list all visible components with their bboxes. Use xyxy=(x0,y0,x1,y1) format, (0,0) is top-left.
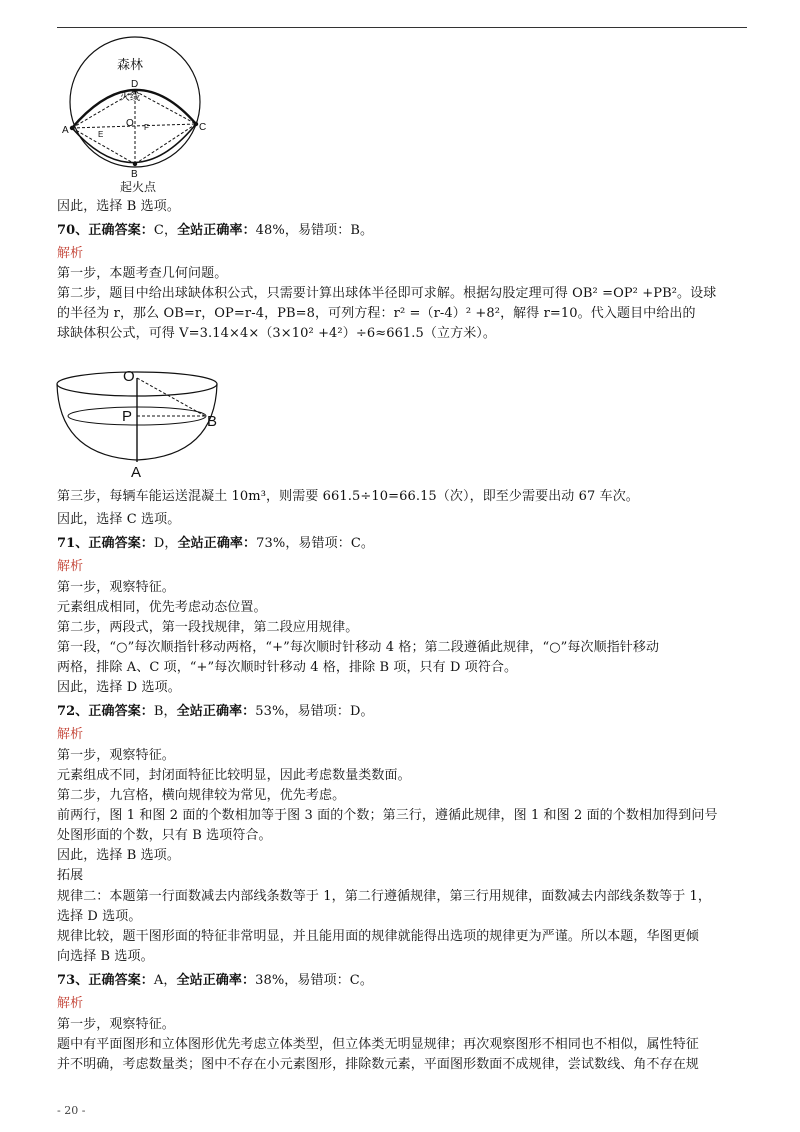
point-b: B xyxy=(207,413,218,430)
text-line: 前两行，图 1 和图 2 面的个数相加等于图 3 面的个数；第三行，遵循此规律，图 1 和图 2 面的个数相加得到问号 xyxy=(57,808,718,823)
text-line: 因此，选择 B 选项。 xyxy=(57,848,180,863)
text-line: 选择 D 选项。 xyxy=(57,909,142,924)
text-line: 第一段，“○”每次顺指针移动两格，“+”每次顺时针移动 4 格；第二段遵循此规律，“○”每次顺指针移动 xyxy=(57,640,660,655)
answer-heading xyxy=(57,702,751,722)
text-line: 第二步，题目中给出球缺体积公式，只需要计算出球体半径即可求解。根据勾股定理可得 OB² =OP² +PB²。设球 xyxy=(57,286,717,301)
text-line: 规律比较，题干图形面的特征非常明显，并且能用面的规律就能得出选项的规律更为严谨。所以本题，华图更倾 xyxy=(57,929,699,944)
text-line: 向选择 B 选项。 xyxy=(57,949,154,964)
answer-heading xyxy=(57,534,751,554)
analysis-heading: 解析 xyxy=(57,559,84,574)
text-line: 第一步，观察特征。 xyxy=(57,748,175,763)
figure-forest-circle xyxy=(60,34,210,194)
text-line: 第一步，本题考查几何问题。 xyxy=(57,266,228,281)
text-line: 拓展 xyxy=(57,868,84,883)
point-o: O xyxy=(126,118,134,129)
text-line: 因此，选择 B 选项。 xyxy=(57,199,180,214)
answer-heading xyxy=(57,221,751,241)
page-number: - 20 - xyxy=(57,1104,86,1117)
answer-value: C， xyxy=(153,223,178,238)
text-line: 元素组成相同，优先考虑动态位置。 xyxy=(57,600,267,615)
label-fireline: 火线 xyxy=(120,92,140,103)
answer-heading xyxy=(57,971,751,991)
accuracy-label: 全站正确率： xyxy=(177,223,256,238)
analysis-heading: 解析 xyxy=(57,727,84,742)
label-forest: 森林 xyxy=(117,57,144,72)
point-b: B xyxy=(131,169,138,180)
accuracy-value: 38%，易错项：C。 xyxy=(255,973,373,988)
text-line: 第二步，两段式，第一段找规律，第二段应用规律。 xyxy=(57,620,359,635)
label-ignition: 起火点 xyxy=(120,180,157,194)
text-line: 第一步，观察特征。 xyxy=(57,580,175,595)
answer-label: 71、正确答案： xyxy=(57,536,154,551)
accuracy-label: 全站正确率： xyxy=(177,536,257,551)
point-d: D xyxy=(131,79,139,90)
answer-value: A， xyxy=(153,973,177,988)
point-c: C xyxy=(199,122,207,133)
point-e: E xyxy=(98,130,104,139)
text-line: 规律二：本题第一行面数减去内部线条数等于 1，第二行遵循规律，第三行用规律，面数减去内部线条数等于 1， xyxy=(57,889,712,904)
text-line: 第三步，每辆车能运送混凝土 10m³，则需要 661.5÷10=66.15（次），即至少需要出动 67 车次。 xyxy=(57,489,639,504)
text-line: 并不明确，考虑数量类；图中不存在小元素图形，排除数元素，平面图形数面不成规律，尝试数线、角不存在规 xyxy=(57,1057,699,1072)
text-line: 题中有平面图形和立体图形优先考虑立体类型，但立体类无明显规律；再次观察图形不相同也不相似，属性特征 xyxy=(57,1037,699,1052)
answer-label: 72、正确答案： xyxy=(57,704,154,719)
accuracy-value: 73%，易错项：C。 xyxy=(256,536,374,551)
answer-value: B， xyxy=(153,704,177,719)
accuracy-value: 48%，易错项：B。 xyxy=(255,223,374,238)
analysis-heading: 解析 xyxy=(57,996,84,1011)
answer-label: 73、正确答案： xyxy=(57,973,154,988)
figure-hemisphere xyxy=(55,364,225,480)
text-line: 第一步，观察特征。 xyxy=(57,1017,175,1032)
point-a: A xyxy=(131,464,142,480)
point-o: O xyxy=(123,368,135,385)
text-line: 因此，选择 D 选项。 xyxy=(57,680,181,695)
text-line: 两格，排除 A、C 项，“+”每次顺时针移动 4 格，排除 B 项，只有 D 项符合。 xyxy=(57,660,518,675)
accuracy-label: 全站正确率： xyxy=(176,973,256,988)
text-line: 的半径为 r，那么 OB=r，OP=r-4，PB=8，可列方程：r² =（r-4）² +8²，解得 r=10。代入题目中给出的 xyxy=(57,306,696,321)
text-line: 元素组成不同，封闭面特征比较明显，因此考虑数量类数面。 xyxy=(57,768,411,783)
accuracy-label: 全站正确率： xyxy=(176,704,256,719)
analysis-heading: 解析 xyxy=(57,246,84,261)
point-p: P xyxy=(122,408,133,425)
text-line: 第二步，九宫格，横向规律较为常见，优先考虑。 xyxy=(57,788,346,803)
answer-label: 70、正确答案： xyxy=(57,223,154,238)
header-rule xyxy=(57,27,747,28)
point-a: A xyxy=(62,125,69,136)
answer-value: D， xyxy=(153,536,178,551)
text-line: 处图形面的个数，只有 B 选项符合。 xyxy=(57,828,272,843)
text-line: 因此，选择 C 选项。 xyxy=(57,512,181,527)
point-f: F xyxy=(144,123,149,132)
accuracy-value: 53%，易错项：D。 xyxy=(255,704,374,719)
text-line: 球缺体积公式，可得 V=3.14×4×（3×10² +4²）÷6≈661.5（立方米）。 xyxy=(57,326,497,341)
